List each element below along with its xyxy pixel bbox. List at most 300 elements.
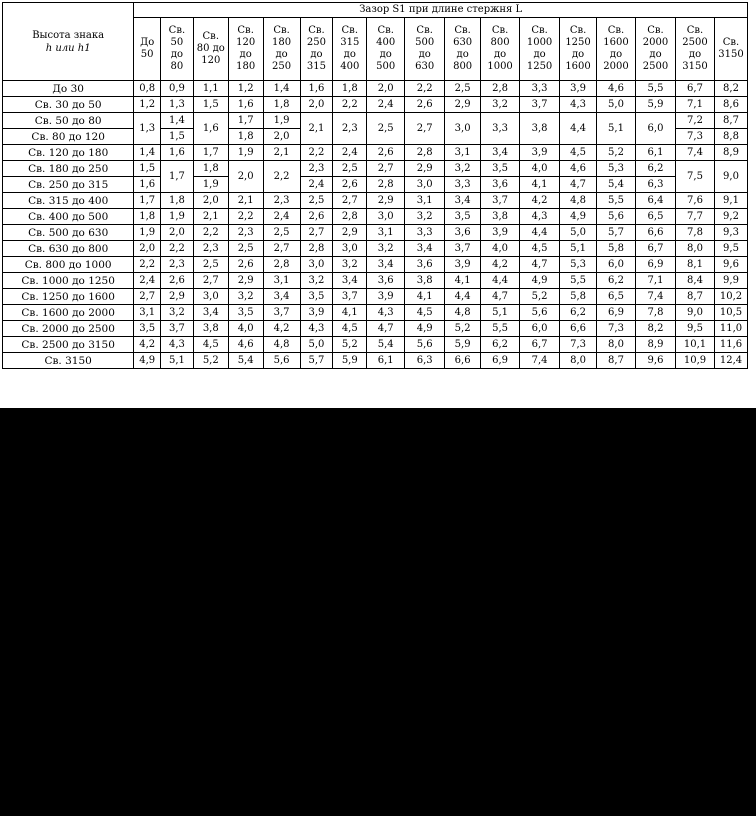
length-header-part: 1250 bbox=[526, 61, 553, 72]
height-header-line2: h или h1 bbox=[45, 42, 91, 54]
gap-value-cell: 3,8 bbox=[520, 113, 560, 145]
gap-value-cell: 4,7 bbox=[481, 289, 520, 305]
length-column-header bbox=[676, 18, 715, 81]
gap-value-cell: 6,6 bbox=[560, 321, 597, 337]
gap-value-cell: 5,1 bbox=[597, 113, 636, 145]
gap-value-cell: 9,1 bbox=[715, 193, 748, 209]
gap-value-cell: 4,0 bbox=[520, 161, 560, 177]
table-row bbox=[3, 353, 748, 369]
gap-value-cell: 2,7 bbox=[193, 273, 228, 289]
gap-value-cell: 5,3 bbox=[597, 161, 636, 177]
gap-value-cell: 1,3 bbox=[134, 113, 161, 145]
gap-value-cell: 3,2 bbox=[300, 273, 333, 289]
gap-value-cell: 2,2 bbox=[228, 209, 263, 225]
gap-value-cell: 3,0 bbox=[405, 177, 445, 193]
gap-value-cell: 6,3 bbox=[405, 353, 445, 369]
gap-value-cell: 8,9 bbox=[715, 145, 748, 161]
gap-value-cell: 3,7 bbox=[161, 321, 194, 337]
gap-value-cell: 10,5 bbox=[715, 305, 748, 321]
gap-value-cell: 4,6 bbox=[228, 337, 263, 353]
gap-value-cell: 9,0 bbox=[715, 161, 748, 193]
length-header-part: 250 bbox=[272, 61, 292, 72]
gap-value-cell: 1,7 bbox=[161, 161, 194, 193]
gap-value-cell: 3,0 bbox=[367, 209, 405, 225]
gap-value-cell: 2,3 bbox=[228, 225, 263, 241]
gap-value-cell: 3,8 bbox=[405, 273, 445, 289]
length-header-part: 315 bbox=[340, 37, 360, 48]
length-header-part: до bbox=[533, 49, 546, 60]
gap-value-cell: 1,6 bbox=[134, 177, 161, 193]
gap-value-cell: 5,4 bbox=[228, 353, 263, 369]
table-row bbox=[3, 193, 748, 209]
gap-value-cell: 3,4 bbox=[405, 241, 445, 257]
gap-value-cell: 1,7 bbox=[193, 145, 228, 161]
length-header-part: Св. bbox=[202, 31, 219, 42]
gap-value-cell: 6,7 bbox=[520, 337, 560, 353]
gap-value-cell: 6,5 bbox=[597, 289, 636, 305]
length-header-part: Св. bbox=[308, 25, 325, 36]
gap-value-cell: 1,6 bbox=[300, 81, 333, 97]
gap-value-cell: 2,9 bbox=[445, 97, 481, 113]
length-header-part: Св. bbox=[531, 25, 548, 36]
gap-value-cell: 9,0 bbox=[676, 305, 715, 321]
gap-value-cell: 6,2 bbox=[481, 337, 520, 353]
row-label: Св. 800 до 1000 bbox=[3, 257, 134, 273]
gap-value-cell: 3,2 bbox=[445, 161, 481, 177]
gap-value-cell: 8,2 bbox=[715, 81, 748, 97]
gap-value-cell: 1,8 bbox=[263, 97, 300, 113]
gap-value-cell: 3,1 bbox=[367, 225, 405, 241]
gap-value-cell: 6,0 bbox=[597, 257, 636, 273]
gap-value-cell: 4,1 bbox=[333, 305, 367, 321]
table-row bbox=[3, 209, 748, 225]
length-header-part: 2500 bbox=[642, 61, 669, 72]
length-header-part: 400 bbox=[376, 37, 396, 48]
gap-value-cell: 8,7 bbox=[676, 289, 715, 305]
length-column-header bbox=[333, 18, 367, 81]
table-row bbox=[3, 337, 748, 353]
gap-value-cell: 3,5 bbox=[481, 161, 520, 177]
gap-value-cell: 6,9 bbox=[597, 305, 636, 321]
length-header-part: Св. bbox=[454, 25, 471, 36]
gap-value-cell: 7,3 bbox=[560, 337, 597, 353]
length-column-header bbox=[193, 18, 228, 81]
gap-value-cell: 2,4 bbox=[263, 209, 300, 225]
gap-value-cell: 3,0 bbox=[333, 241, 367, 257]
gap-value-cell: 3,1 bbox=[263, 273, 300, 289]
gap-value-cell: 5,1 bbox=[560, 241, 597, 257]
length-header-part: 400 bbox=[340, 61, 360, 72]
gap-value-cell: 4,4 bbox=[560, 113, 597, 145]
gap-value-cell: 3,3 bbox=[481, 113, 520, 145]
gap-value-cell: 5,0 bbox=[300, 337, 333, 353]
gap-value-cell: 6,0 bbox=[636, 113, 676, 145]
gap-value-cell: 3,4 bbox=[445, 193, 481, 209]
gap-value-cell: 10,9 bbox=[676, 353, 715, 369]
gap-value-cell: 3,3 bbox=[405, 225, 445, 241]
length-column-header bbox=[367, 18, 405, 81]
gap-value-cell: 1,4 bbox=[161, 113, 194, 129]
gap-value-cell: 2,2 bbox=[333, 97, 367, 113]
table-row bbox=[3, 113, 748, 129]
row-label: Св. 2000 до 2500 bbox=[3, 321, 134, 337]
gap-value-cell: 4,0 bbox=[481, 241, 520, 257]
gap-value-cell: 4,2 bbox=[263, 321, 300, 337]
length-header-part: Св. bbox=[237, 25, 254, 36]
gap-value-cell: 2,8 bbox=[263, 257, 300, 273]
gap-value-cell: 7,1 bbox=[676, 97, 715, 113]
gap-value-cell: 2,5 bbox=[445, 81, 481, 97]
length-column-header bbox=[636, 18, 676, 81]
gap-value-cell: 4,9 bbox=[405, 321, 445, 337]
gap-value-cell: 2,1 bbox=[193, 209, 228, 225]
gap-value-cell: 2,9 bbox=[367, 193, 405, 209]
gap-value-cell: 8,2 bbox=[636, 321, 676, 337]
gap-value-cell: 8,8 bbox=[715, 129, 748, 145]
gap-value-cell: 4,4 bbox=[481, 273, 520, 289]
gap-value-cell: 5,1 bbox=[481, 305, 520, 321]
row-label: Св. 2500 до 3150 bbox=[3, 337, 134, 353]
gap-value-cell: 3,4 bbox=[333, 273, 367, 289]
gap-value-cell: 2,0 bbox=[367, 81, 405, 97]
gap-value-cell: 1,1 bbox=[193, 81, 228, 97]
gap-value-cell: 2,6 bbox=[228, 257, 263, 273]
gap-value-cell: 3,9 bbox=[481, 225, 520, 241]
gap-value-cell: 2,2 bbox=[405, 81, 445, 97]
gap-value-cell: 2,2 bbox=[193, 225, 228, 241]
gap-value-cell: 3,1 bbox=[405, 193, 445, 209]
gap-value-cell: 4,3 bbox=[367, 305, 405, 321]
gap-value-cell: 2,2 bbox=[300, 145, 333, 161]
gap-value-cell: 5,9 bbox=[445, 337, 481, 353]
length-header-part: Св. bbox=[168, 25, 186, 36]
gap-value-cell: 4,1 bbox=[405, 289, 445, 305]
gap-value-cell: 1,2 bbox=[228, 81, 263, 97]
gap-value-cell: 3,5 bbox=[134, 321, 161, 337]
gap-value-cell: 9,5 bbox=[715, 241, 748, 257]
gap-value-cell: 0,9 bbox=[161, 81, 194, 97]
gap-value-cell: 1,8 bbox=[193, 161, 228, 177]
gap-value-cell: 5,2 bbox=[193, 353, 228, 369]
length-header-part: Св. bbox=[377, 25, 394, 36]
gap-value-cell: 2,2 bbox=[161, 241, 194, 257]
length-header-part: Св. bbox=[416, 25, 433, 36]
gap-value-cell: 7,4 bbox=[520, 353, 560, 369]
gap-value-cell: 9,2 bbox=[715, 209, 748, 225]
gap-value-cell: 7,6 bbox=[676, 193, 715, 209]
table-row bbox=[3, 273, 748, 289]
gap-value-cell: 2,0 bbox=[228, 161, 263, 193]
gap-value-cell: 3,5 bbox=[445, 209, 481, 225]
gap-value-cell: 3,9 bbox=[367, 289, 405, 305]
gap-value-cell: 2,6 bbox=[161, 273, 194, 289]
gap-value-cell: 3,0 bbox=[445, 113, 481, 145]
gap-value-cell: 6,6 bbox=[636, 225, 676, 241]
table-row bbox=[3, 289, 748, 305]
length-header-part: Св. bbox=[686, 25, 704, 36]
gap-value-cell: 6,1 bbox=[367, 353, 405, 369]
length-header-part: 315 bbox=[306, 61, 326, 72]
length-header-part: Св. bbox=[647, 25, 664, 36]
gap-value-cell: 1,8 bbox=[228, 129, 263, 145]
row-label: Св. 500 до 630 bbox=[3, 225, 134, 241]
gap-value-cell: 3,0 bbox=[300, 257, 333, 273]
gap-value-cell: 4,7 bbox=[367, 321, 405, 337]
gap-value-cell: 4,5 bbox=[193, 337, 228, 353]
gap-value-cell: 8,7 bbox=[597, 353, 636, 369]
gap-value-cell: 6,7 bbox=[676, 81, 715, 97]
gap-value-cell: 4,3 bbox=[520, 209, 560, 225]
table-row bbox=[3, 241, 748, 257]
gap-value-cell: 1,2 bbox=[134, 97, 161, 113]
gap-value-cell: 5,8 bbox=[560, 289, 597, 305]
row-label: Св. 400 до 500 bbox=[3, 209, 134, 225]
gap-value-cell: 2,3 bbox=[161, 257, 194, 273]
length-header-part: 1000 bbox=[487, 61, 513, 72]
gap-value-cell: 11,6 bbox=[715, 337, 748, 353]
gap-value-cell: 5,2 bbox=[597, 145, 636, 161]
gap-value-cell: 2,5 bbox=[333, 161, 367, 177]
length-header-part: 500 bbox=[376, 61, 396, 72]
gap-value-cell: 2,3 bbox=[300, 161, 333, 177]
gap-value-cell: 8,0 bbox=[676, 241, 715, 257]
gap-value-cell: 3,2 bbox=[333, 257, 367, 273]
gap-value-cell: 6,4 bbox=[636, 193, 676, 209]
gap-value-cell: 3,7 bbox=[263, 305, 300, 321]
length-header-part: 800 bbox=[453, 61, 473, 72]
length-header-part: 120 bbox=[201, 55, 221, 66]
gap-value-cell: 5,5 bbox=[597, 193, 636, 209]
table-row bbox=[3, 225, 748, 241]
gap-value-cell: 4,2 bbox=[481, 257, 520, 273]
gap-value-cell: 4,3 bbox=[161, 337, 194, 353]
gap-value-cell: 4,1 bbox=[520, 177, 560, 193]
gap-value-cell: 5,6 bbox=[405, 337, 445, 353]
gap-value-cell: 1,6 bbox=[228, 97, 263, 113]
gap-value-cell: 5,7 bbox=[300, 353, 333, 369]
length-header-part: Св. bbox=[607, 25, 625, 36]
gap-value-cell: 4,6 bbox=[597, 81, 636, 97]
gap-value-cell: 3,3 bbox=[520, 81, 560, 97]
length-header-part: 3150 bbox=[718, 49, 744, 60]
gap-value-cell: 2,9 bbox=[333, 225, 367, 241]
length-header-part: 630 bbox=[453, 37, 473, 48]
gap-value-cell: 2,1 bbox=[263, 145, 300, 161]
gap-value-cell: 2,0 bbox=[193, 193, 228, 209]
gap-value-cell: 8,7 bbox=[715, 113, 748, 129]
gap-value-cell: 7,4 bbox=[636, 289, 676, 305]
gap-value-cell: 2,8 bbox=[333, 209, 367, 225]
length-column-header bbox=[300, 18, 333, 81]
gap-value-cell: 2,4 bbox=[367, 97, 405, 113]
gap-value-cell: 3,3 bbox=[445, 177, 481, 193]
length-header-part: 180 bbox=[272, 37, 292, 48]
gap-value-cell: 4,0 bbox=[228, 321, 263, 337]
length-column-header bbox=[134, 18, 161, 81]
gap-value-cell: 3,5 bbox=[228, 305, 263, 321]
table-row bbox=[3, 97, 748, 113]
gap-value-cell: 5,2 bbox=[520, 289, 560, 305]
gap-value-cell: 2,6 bbox=[300, 209, 333, 225]
gap-value-cell: 7,2 bbox=[676, 113, 715, 129]
gap-value-cell: 4,6 bbox=[560, 161, 597, 177]
gap-value-cell: 3,0 bbox=[193, 289, 228, 305]
gap-value-cell: 9,9 bbox=[715, 273, 748, 289]
length-column-header bbox=[481, 18, 520, 81]
gap-value-cell: 7,3 bbox=[597, 321, 636, 337]
length-header-part: до bbox=[688, 49, 702, 60]
gap-value-cell: 3,9 bbox=[445, 257, 481, 273]
gap-value-cell: 9,6 bbox=[715, 257, 748, 273]
gap-value-cell: 3,6 bbox=[405, 257, 445, 273]
gap-value-cell: 1,8 bbox=[333, 81, 367, 97]
length-header-part: 1000 bbox=[526, 37, 553, 48]
gap-value-cell: 5,6 bbox=[263, 353, 300, 369]
gap-value-cell: 10,1 bbox=[676, 337, 715, 353]
gap-value-cell: 6,2 bbox=[560, 305, 597, 321]
length-header-part: 50 bbox=[140, 49, 154, 60]
gap-value-cell: 1,5 bbox=[193, 97, 228, 113]
length-header-part: до bbox=[239, 49, 252, 60]
gap-value-cell: 1,9 bbox=[263, 113, 300, 129]
length-header-part: до bbox=[310, 49, 323, 60]
length-column-header bbox=[520, 18, 560, 81]
gap-value-cell: 1,3 bbox=[161, 97, 194, 113]
gap-value-cell: 2,9 bbox=[161, 289, 194, 305]
length-header-part: 3150 bbox=[682, 61, 708, 72]
row-label: Св. 250 до 315 bbox=[3, 177, 134, 193]
gap-value-cell: 3,4 bbox=[481, 145, 520, 161]
gap-value-cell: 8,0 bbox=[560, 353, 597, 369]
gap-value-cell: 5,7 bbox=[597, 225, 636, 241]
gap-value-cell: 3,4 bbox=[193, 305, 228, 321]
gap-value-cell: 11,0 bbox=[715, 321, 748, 337]
gap-value-cell: 4,5 bbox=[405, 305, 445, 321]
length-header-part: До bbox=[140, 37, 155, 48]
gap-value-cell: 9,6 bbox=[636, 353, 676, 369]
length-header-part: 1600 bbox=[603, 37, 629, 48]
gap-value-cell: 5,5 bbox=[481, 321, 520, 337]
gap-value-cell: 4,5 bbox=[560, 145, 597, 161]
gap-value-cell: 4,9 bbox=[134, 353, 161, 369]
gap-value-cell: 3,4 bbox=[263, 289, 300, 305]
height-header bbox=[3, 3, 134, 81]
row-label: Св. 630 до 800 bbox=[3, 241, 134, 257]
gap-value-cell: 6,1 bbox=[636, 145, 676, 161]
gap-value-cell: 4,2 bbox=[520, 193, 560, 209]
gap-value-cell: 6,2 bbox=[636, 161, 676, 177]
length-header-part: 250 bbox=[306, 37, 326, 48]
gap-value-cell: 3,5 bbox=[300, 289, 333, 305]
gap-value-cell: 8,1 bbox=[676, 257, 715, 273]
gap-value-cell: 3,8 bbox=[481, 209, 520, 225]
length-header-part: 1600 bbox=[565, 61, 591, 72]
gap-value-cell: 3,6 bbox=[367, 273, 405, 289]
gap-value-cell: 2,8 bbox=[405, 145, 445, 161]
gap-value-cell: 3,7 bbox=[333, 289, 367, 305]
gap-value-cell: 7,8 bbox=[676, 225, 715, 241]
gap-table bbox=[2, 2, 748, 369]
gap-value-cell: 4,9 bbox=[520, 273, 560, 289]
gap-value-cell: 2,3 bbox=[263, 193, 300, 209]
gap-value-cell: 4,2 bbox=[134, 337, 161, 353]
length-column-header bbox=[560, 18, 597, 81]
gap-value-cell: 2,1 bbox=[300, 113, 333, 145]
gap-value-cell: 1,4 bbox=[134, 145, 161, 161]
gap-value-cell: 3,2 bbox=[405, 209, 445, 225]
gap-value-cell: 5,6 bbox=[520, 305, 560, 321]
gap-value-cell: 6,3 bbox=[636, 177, 676, 193]
row-label: Св. 50 до 80 bbox=[3, 113, 134, 129]
gap-value-cell: 1,7 bbox=[134, 193, 161, 209]
gap-value-cell: 8,9 bbox=[636, 337, 676, 353]
length-header-part: 180 bbox=[236, 61, 256, 72]
gap-value-cell: 5,5 bbox=[560, 273, 597, 289]
gap-value-cell: 2,5 bbox=[263, 225, 300, 241]
gap-value-cell: 3,1 bbox=[445, 145, 481, 161]
row-label: Св. 3150 bbox=[3, 353, 134, 369]
gap-value-cell: 2,7 bbox=[405, 113, 445, 145]
gap-value-cell: 2,4 bbox=[333, 145, 367, 161]
length-header-part: до bbox=[275, 49, 288, 60]
length-header-part: 2000 bbox=[603, 61, 629, 72]
gap-value-cell: 2,6 bbox=[333, 177, 367, 193]
length-header-part: до bbox=[170, 49, 183, 60]
gap-value-cell: 1,9 bbox=[161, 209, 194, 225]
length-column-header bbox=[597, 18, 636, 81]
gap-value-cell: 4,7 bbox=[560, 177, 597, 193]
gap-value-cell: 2,8 bbox=[481, 81, 520, 97]
gap-value-cell: 3,2 bbox=[228, 289, 263, 305]
gap-value-cell: 7,4 bbox=[676, 145, 715, 161]
gap-value-cell: 3,9 bbox=[300, 305, 333, 321]
length-header-part: Св. bbox=[273, 25, 290, 36]
gap-value-cell: 2,7 bbox=[367, 161, 405, 177]
gap-value-cell: 10,2 bbox=[715, 289, 748, 305]
gap-value-cell: 7,7 bbox=[676, 209, 715, 225]
gap-value-cell: 8,0 bbox=[597, 337, 636, 353]
gap-value-cell: 6,9 bbox=[636, 257, 676, 273]
length-header-part: до bbox=[379, 49, 392, 60]
gap-value-cell: 4,5 bbox=[333, 321, 367, 337]
gap-value-cell: 6,9 bbox=[481, 353, 520, 369]
length-header-part: Св. bbox=[722, 37, 740, 48]
length-header-part: 630 bbox=[415, 61, 435, 72]
length-header-part: до bbox=[609, 49, 623, 60]
gap-value-cell: 1,5 bbox=[134, 161, 161, 177]
gap-value-cell: 3,7 bbox=[445, 241, 481, 257]
length-column-header bbox=[405, 18, 445, 81]
table-row bbox=[3, 305, 748, 321]
gap-value-cell: 1,7 bbox=[228, 113, 263, 129]
gap-value-cell: 4,8 bbox=[445, 305, 481, 321]
gap-value-cell: 5,9 bbox=[333, 353, 367, 369]
row-label: Св. 1250 до 1600 bbox=[3, 289, 134, 305]
gap-value-cell: 3,2 bbox=[161, 305, 194, 321]
row-label: До 30 bbox=[3, 81, 134, 97]
gap-value-cell: 3,8 bbox=[193, 321, 228, 337]
length-header-part: до bbox=[418, 49, 431, 60]
gap-value-cell: 2,0 bbox=[161, 225, 194, 241]
gap-value-cell: 2,6 bbox=[405, 97, 445, 113]
length-header-part: до bbox=[649, 49, 662, 60]
gap-value-cell: 5,9 bbox=[636, 97, 676, 113]
gap-value-cell: 4,1 bbox=[445, 273, 481, 289]
length-column-header bbox=[228, 18, 263, 81]
gap-value-cell: 2,8 bbox=[367, 177, 405, 193]
gap-value-cell: 6,7 bbox=[636, 241, 676, 257]
gap-value-cell: 12,4 bbox=[715, 353, 748, 369]
